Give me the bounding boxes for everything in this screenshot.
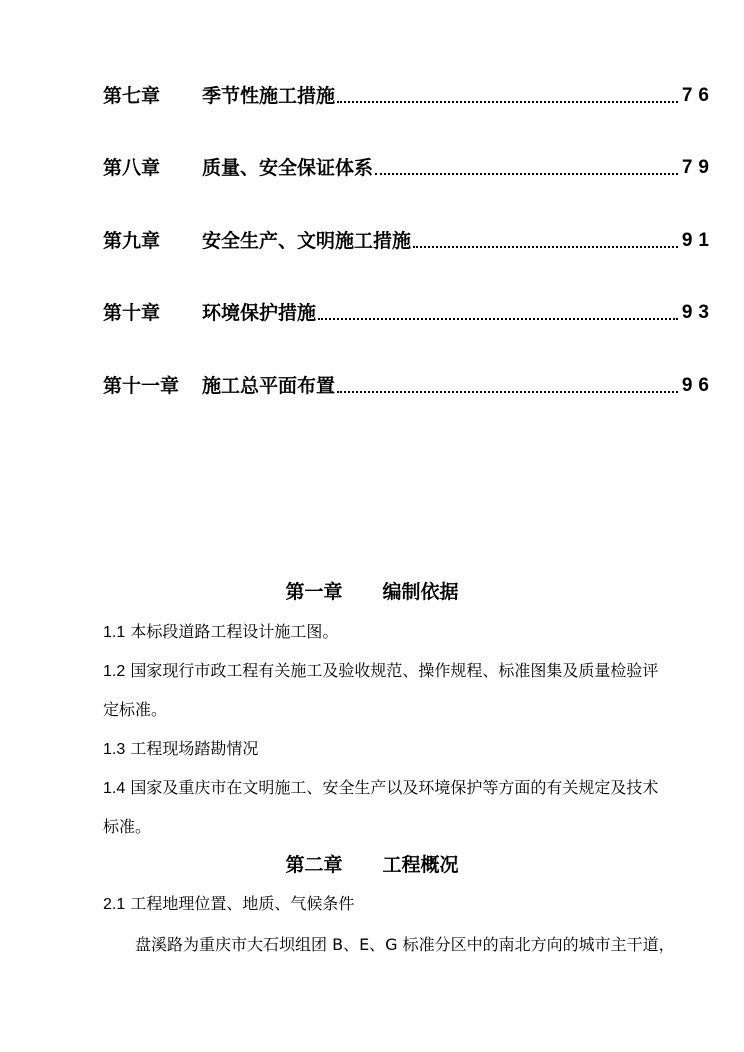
toc-page-number: 76 (681, 85, 715, 106)
toc-leader-dots (413, 245, 678, 248)
item-1-2 (103, 659, 713, 684)
item-text-continued: 定标准。 (103, 700, 168, 719)
item-1-4-continued (103, 815, 713, 839)
toc-chapter-label: 第七章 (103, 85, 161, 107)
item-1-3 (103, 737, 713, 762)
toc-chapter-label: 第八章 (103, 157, 161, 179)
item-2-1 (103, 892, 713, 917)
toc-title: 安全生产、文明施工措施 (202, 230, 412, 252)
item-text: 工程地理位置、地质、气候条件 (130, 894, 355, 913)
chapter-2-title: 工程概况 (382, 854, 459, 876)
item-1-1 (103, 620, 713, 645)
item-1-4 (103, 776, 713, 801)
item-number: 1.2 (103, 663, 126, 680)
toc-entry-ch10 (103, 300, 715, 326)
item-text: 工程现场踏勘情况 (130, 739, 259, 758)
item-number: 1.3 (103, 741, 126, 758)
chapter-1-title: 编制依据 (382, 581, 459, 603)
item-text-continued: 标准。 (103, 817, 152, 836)
toc-title: 季节性施工措施 (202, 85, 336, 107)
toc-leader-dots (337, 390, 678, 393)
toc-title: 环境保护措施 (202, 302, 317, 324)
body-paragraph: 盘溪路为重庆市大石坝组团 B、E、G 标准分区中的南北方向的城市主干道， (135, 935, 675, 954)
toc-chapter-label: 第十一章 (103, 375, 180, 397)
toc-page-number: 91 (681, 230, 715, 251)
chapter-2-number: 第二章 (285, 854, 343, 876)
toc-leader-dots (318, 317, 678, 320)
item-number: 2.1 (103, 896, 126, 913)
toc-page-number: 79 (681, 157, 715, 178)
toc-entry-ch9 (103, 228, 715, 254)
item-text: 国家及重庆市在文明施工、安全生产以及环境保护等方面的有关规定及技术 (130, 778, 659, 797)
toc-title: 质量、安全保证体系 (202, 157, 374, 179)
toc-leader-dots (375, 172, 678, 175)
toc-leader-dots (337, 100, 678, 103)
toc-page-number: 96 (681, 375, 715, 396)
chapter-1-heading (0, 579, 744, 605)
toc-page-number: 93 (681, 302, 715, 323)
item-text: 本标段道路工程设计施工图。 (130, 622, 339, 641)
chapter-2-heading (0, 852, 744, 878)
item-number: 1.4 (103, 780, 126, 797)
toc-chapter-label: 第十章 (103, 302, 161, 324)
item-text: 国家现行市政工程有关施工及验收规范、操作规程、标准图集及质量检验评 (130, 661, 659, 680)
toc-chapter-label: 第九章 (103, 230, 161, 252)
chapter-1-number: 第一章 (285, 581, 343, 603)
toc-title: 施工总平面布置 (202, 375, 336, 397)
toc-entry-ch7 (103, 83, 715, 109)
item-1-2-continued (103, 698, 713, 722)
item-number: 1.1 (103, 624, 126, 641)
toc-entry-ch8 (103, 155, 715, 181)
toc-entry-ch11 (103, 373, 715, 399)
